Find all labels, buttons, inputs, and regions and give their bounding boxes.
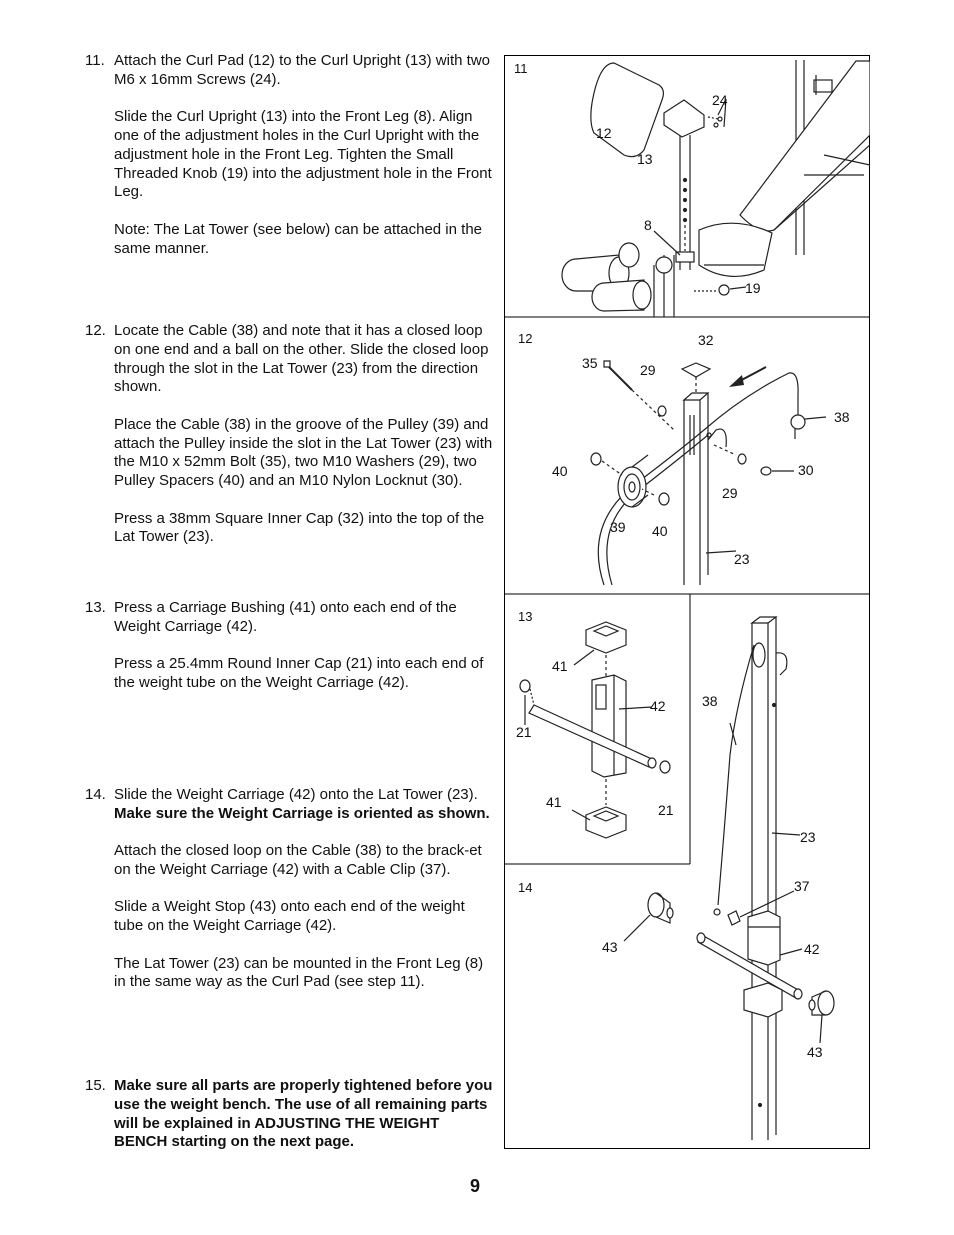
step-body	[114, 322, 495, 547]
part-label: 23	[800, 829, 816, 845]
part-label: 29	[722, 485, 738, 501]
part-label: 29	[640, 362, 656, 378]
instruction-text: Attach the Curl Pad (12) to the Curl Upright (13) with two M6 x 16mm Screws (24).	[114, 52, 490, 88]
step-body	[114, 52, 495, 258]
instruction-paragraph	[114, 510, 495, 548]
instruction-text: Press a Carriage Bushing (41) onto each end of the Weight Carriage (42).	[114, 599, 457, 635]
step-body	[114, 786, 495, 992]
page-number: 9	[470, 1176, 481, 1196]
instruction-text: Place the Cable (38) in the groove of the Pulley (39) and attach the Pulley inside the slot in the Lat Tower (23) with the M10 x 52mm Bolt (35), two M10 Washers (29), two Pulley Spacers (40) and an M10 Nylon Locknut (30).	[114, 415, 493, 490]
instruction-paragraph	[114, 1077, 495, 1152]
instruction-paragraph	[114, 655, 495, 693]
step-label: 14	[518, 880, 533, 895]
part-label: 43	[807, 1044, 823, 1060]
part-label: 38	[834, 409, 850, 425]
bold-instruction-text: Make sure the Weight Carriage is oriented as shown.	[114, 804, 490, 822]
step-body	[114, 1077, 495, 1152]
instruction-text: Slide a Weight Stop (43) onto each end of the weight tube on the Weight Carriage (42).	[114, 898, 465, 935]
step-number: 15.	[85, 1077, 106, 1094]
instruction-text: Press a 38mm Square Inner Cap (32) into the top of the Lat Tower (23).	[114, 509, 485, 546]
part-label: 42	[650, 698, 666, 714]
instruction-text: The Lat Tower (23) can be mounted in the Front Leg (8) in the same way as the Curl Pad (see step 11).	[114, 954, 484, 991]
instruction-paragraph	[114, 599, 495, 637]
instruction-text: Locate the Cable (38) and note that it has a closed loop on one end and a ball on the other. Slide the closed loop through the slot in the Lat Tower (23) from the direction shown.	[114, 322, 489, 396]
part-label: 19	[745, 280, 761, 296]
part-label: 43	[602, 939, 618, 955]
part-label: 40	[552, 463, 568, 479]
bold-instruction-text: Make sure all parts are properly tightened before you use the weight bench. The use of all remaining parts will be explained in ADJUSTING THE WEIGHT BENCH starting on the next page.	[114, 1077, 493, 1151]
instruction-text: Slide the Curl Upright (13) into the Front Leg (8). Align one of the adjustment holes in the Curl Upright with the adjustment hole in the Front Leg. Tighten the Small Threaded Knob (19) into the adjustment hole in the Front Leg.	[114, 108, 492, 201]
instruction-paragraph	[114, 955, 495, 993]
step-body	[114, 599, 495, 693]
step-number: 11.	[85, 52, 105, 69]
step-label: 12	[518, 331, 533, 346]
step-11	[85, 52, 495, 258]
instruction-paragraph	[114, 416, 495, 491]
step-number: 13.	[85, 599, 106, 616]
part-label: 12	[596, 125, 612, 141]
instruction-text: Press a 25.4mm Round Inner Cap (21) into each end of the weight tube on the Weight Carriage (42).	[114, 655, 484, 691]
part-label: 30	[798, 462, 814, 478]
part-label: 38	[702, 693, 718, 709]
part-label: 23	[734, 551, 750, 567]
instruction-paragraph	[114, 842, 495, 880]
part-label: 37	[794, 878, 810, 894]
instruction-paragraph	[114, 322, 495, 397]
step-14	[85, 786, 495, 992]
pulley-assembly-drawing	[591, 361, 826, 585]
step-15	[85, 1077, 495, 1152]
part-label: 41	[552, 658, 568, 674]
part-label: 21	[658, 802, 674, 818]
part-label: 24	[712, 92, 728, 108]
step-label: 13	[518, 609, 533, 624]
instruction-paragraph	[114, 52, 495, 90]
instruction-paragraph	[114, 898, 495, 936]
instruction-paragraph	[114, 221, 495, 259]
step-12	[85, 322, 495, 547]
part-label: 21	[516, 724, 532, 740]
instruction-text: Slide the Weight Carriage (42) onto the Lat Tower (23).	[114, 786, 478, 803]
instruction-text: Attach the closed loop on the Cable (38) to the brack-et on the Weight Carriage (42) with a Cable Clip (37).	[114, 842, 482, 878]
instruction-paragraph	[114, 786, 495, 824]
part-label: 32	[698, 332, 714, 348]
step-label: 11	[514, 61, 528, 76]
part-label: 39	[610, 519, 626, 535]
part-label: 42	[804, 941, 820, 957]
instruction-paragraph	[114, 108, 495, 202]
assembly-figure	[504, 55, 870, 1149]
part-label: 40	[652, 523, 668, 539]
step-number: 14.	[85, 786, 106, 803]
part-label: 13	[637, 151, 653, 167]
instruction-text: Note: The Lat Tower (see below) can be attached in the same manner.	[114, 220, 483, 257]
assembly-drawings	[504, 55, 870, 1149]
weight-carriage-drawing	[520, 622, 670, 838]
part-label: 35	[582, 355, 598, 371]
part-label: 41	[546, 794, 562, 810]
step-number: 12.	[85, 322, 106, 339]
part-label: 8	[644, 217, 652, 233]
step-13	[85, 599, 495, 693]
